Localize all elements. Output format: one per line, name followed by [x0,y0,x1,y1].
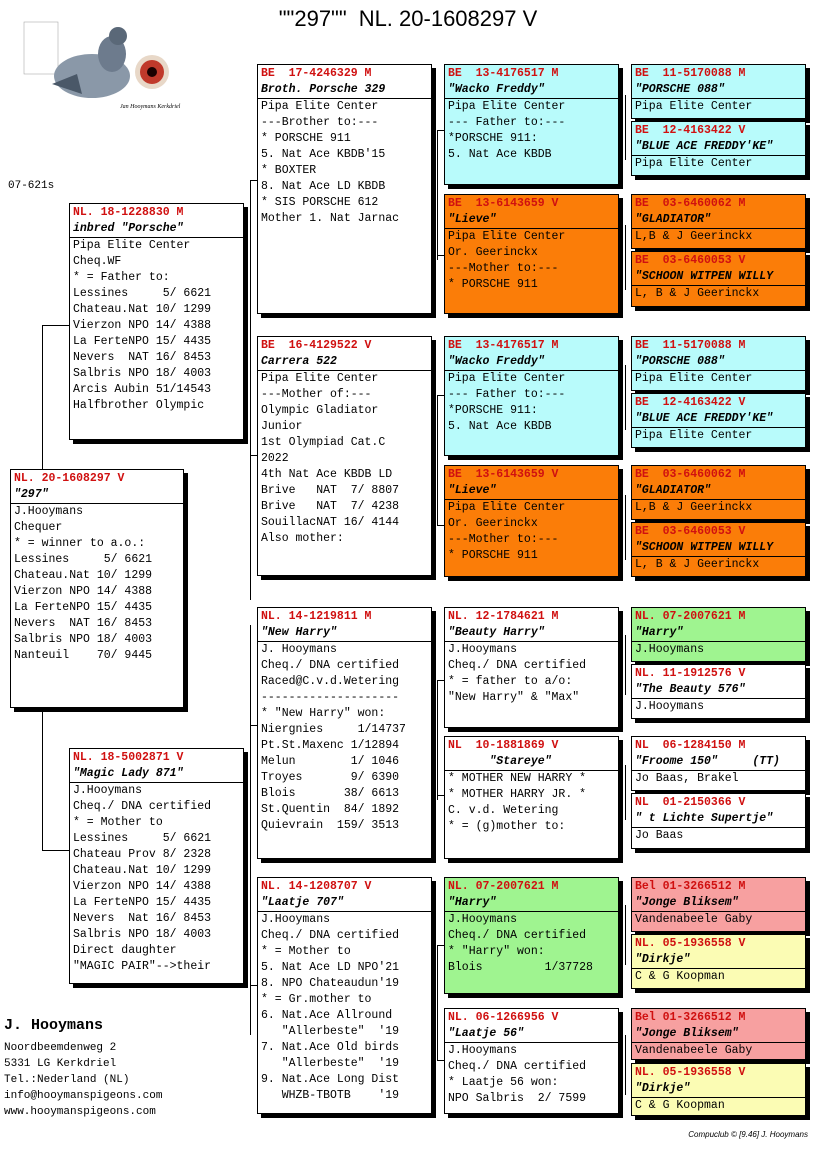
info-line: Niergnies 1/14737 [261,723,406,736]
info-line: Vierzon NPO 14/ 4388 [14,585,153,598]
info-line: Halfbrother Olympic [73,399,205,412]
info-line: * = winner to a.o.: [14,537,146,550]
ring-number: NL. 05-1936558 V [635,937,746,950]
info-line: Salbris NPO 18/ 4003 [73,928,212,941]
info-line: Pipa Elite Center [635,429,753,442]
info-line: * Laatje 56 won: [448,1076,559,1089]
ring-number: Bel 01-3266512 M [635,1011,746,1024]
info-line: St.Quentin 84/ 1892 [261,803,400,816]
owner-line: 5331 LG Kerkdriel [4,1058,117,1070]
info-line: Pipa Elite Center [635,157,753,170]
pigeon-name: "Froome 150" (TT) [632,754,805,771]
pedigree-card-ssd [444,194,619,314]
info-line: "New Harry" & "Max" [448,691,580,704]
info-line: Vierzon NPO 14/ 4388 [73,319,212,332]
info-line: Chequer [14,521,63,534]
pigeon-name: "Dirkje" [632,952,805,969]
info-line: J.Hooymans [448,643,518,656]
info-line: Cheq./ DNA certified [73,800,212,813]
info-line: "Allerbeste" '19 [261,1057,400,1070]
ring-number: NL. 07-2007621 M [635,610,746,623]
ring-number: BE 03-6460062 M [635,197,746,210]
info-line: Lessines 5/ 6621 [14,553,153,566]
pedigree-card-g8 [631,522,806,577]
info-line: Olympic Gladiator [261,404,379,417]
info-line: Melun 1/ 1046 [261,755,400,768]
info-line: C & G Koopman [635,970,725,983]
info-line: Salbris NPO 18/ 4003 [14,633,153,646]
info-line: Brive NAT 7/ 4238 [261,500,400,513]
info-line: 8. NPO Chateaudun'19 [261,977,400,990]
info-line: * "New Harry" won: [261,707,386,720]
pedigree-card-g2 [631,121,806,176]
info-line: 7. Nat.Ace Old birds [261,1041,400,1054]
pedigree-card-g5 [631,336,806,391]
ring-number: BE 17-4246329 M [261,67,372,80]
pedigree-card-dds [444,877,619,994]
info-line: J.Hooymans [635,643,705,656]
pedigree-card-sdd [444,465,619,577]
pigeon-name: "297" [11,487,183,504]
pedigree-card-g10 [631,664,806,719]
pigeon-name: "Beauty Harry" [445,625,618,642]
info-line: Pipa Elite Center [448,501,566,514]
info-line: 9. Nat.Ace Long Dist [261,1073,400,1086]
ring-number: BE 16-4129522 V [261,339,372,352]
info-line: 6. Nat.Ace Allround [261,1009,393,1022]
footer: Compuclub © [9.46] J. Hooymans [688,1130,808,1139]
ring-number: BE 13-4176517 M [448,339,559,352]
info-line: La FerteNPO 15/ 4435 [73,335,212,348]
ring-number: NL. 07-2007621 M [448,880,559,893]
info-line: ---Mother of:--- [261,388,372,401]
info-line: Arcis Aubin 51/14543 [73,383,212,396]
pedigree-card-ddd [444,1008,619,1114]
info-line: J. Hooymans [261,643,337,656]
info-line: * SIS PORSCHE 612 [261,196,379,209]
ring-number: NL. 18-5002871 V [73,751,184,764]
ring-number: BE 12-4163422 V [635,124,746,137]
info-line: Pipa Elite Center [261,100,379,113]
pedigree-card-g6 [631,393,806,448]
pigeon-name: Carrera 522 [258,354,431,371]
ring-number: NL. 05-1936558 V [635,1066,746,1079]
info-line: Vandenabeele Gaby [635,913,753,926]
info-line: Pt.St.Maxenc 1/12894 [261,739,400,752]
info-line: --- Father to:--- [448,116,566,129]
pigeon-name: "BLUE ACE FREDDY'KE" [632,139,805,156]
info-line: Jo Baas, Brakel [635,772,739,785]
info-line: Quievrain 159/ 3513 [261,819,400,832]
info-line: 5. Nat Ace KBDB [448,420,552,433]
ring-number: Bel 01-3266512 M [635,880,746,893]
pigeon-name: "Harry" [632,625,805,642]
logo-pigeon-image [22,14,181,126]
pigeon-name: " t Lichte Supertje" [632,811,805,828]
info-line: L,B & J Geerinckx [635,501,753,514]
info-line: Raced@C.v.d.Wetering [261,675,400,688]
info-line: * = Mother to [73,816,163,829]
pedigree-card-s [69,203,244,440]
info-line: L, B & J Geerinckx [635,558,760,571]
ring-number: BE 03-6460053 V [635,525,746,538]
pigeon-name: "Wacko Freddy" [445,82,618,99]
info-line: 2022 [261,452,289,465]
info-line: 5. Nat Ace KBDB [448,148,552,161]
info-line: -------------------- [261,691,400,704]
pedigree-card-g9 [631,607,806,662]
pigeon-name: "Lieve" [445,483,618,500]
ring-number: NL 10-1881869 V [448,739,559,752]
info-line: * PORSCHE 911 [448,549,538,562]
ring-number: NL. 12-1784621 M [448,610,559,623]
info-line: * = Father to: [73,271,170,284]
info-line: *PORSCHE 911: [448,404,538,417]
pedigree-card-sds [444,336,619,456]
info-line: Pipa Elite Center [448,372,566,385]
logo-caption: Jan Hooymans Kerkdriel [120,104,181,110]
info-line: --- Father to:--- [448,388,566,401]
info-line: Jo Baas [635,829,684,842]
ring-number: NL. 11-1912576 V [635,667,746,680]
info-line: Pipa Elite Center [73,239,191,252]
info-line: J.Hooymans [448,1044,518,1057]
info-line: Nevers NAT 16/ 8453 [73,351,212,364]
info-line: Pipa Elite Center [261,372,379,385]
info-line: Cheq.WF [73,255,122,268]
info-line: *PORSCHE 911: [448,132,538,145]
ring-number: NL 01-2150366 V [635,796,746,809]
info-line: La FerteNPO 15/ 4435 [14,601,153,614]
info-line: J.Hooymans [261,913,331,926]
pedigree-card-g1 [631,64,806,119]
info-line: Direct daughter [73,944,177,957]
pedigree-card-g4 [631,251,806,307]
info-line: C. v.d. Wetering [448,804,559,817]
info-line: Mother 1. Nat Jarnac [261,212,400,225]
info-line: L, B & J Geerinckx [635,287,760,300]
info-line: 5. Nat Ace KBDB'15 [261,148,386,161]
info-line: J.Hooymans [14,505,84,518]
info-line: Cheq./ DNA certified [448,659,587,672]
ring-number: NL. 20-1608297 V [14,472,125,485]
ring-number: BE 13-4176517 M [448,67,559,80]
info-line: NPO Salbris 2/ 7599 [448,1092,587,1105]
pedigree-card-g15 [631,1008,806,1060]
info-line: Chateau.Nat 10/ 1299 [14,569,153,582]
info-line: J.Hooymans [635,700,705,713]
pedigree-card-sd [257,336,432,576]
pedigree-card-g16 [631,1063,806,1116]
pigeon-name: "Stareye" [445,754,618,771]
pigeon-name: "GLADIATOR" [632,212,805,229]
pedigree-card-sss [444,64,619,185]
pigeon-name: ""297"" [278,6,347,31]
info-line: ---Mother to:--- [448,533,559,546]
info-line: ---Brother to:--- [261,116,379,129]
pedigree-card-dss [444,607,619,728]
ring-number: NL. 06-1266956 V [448,1011,559,1024]
pigeon-name: "Laatje 707" [258,895,431,912]
info-line: Lessines 5/ 6621 [73,832,212,845]
info-line: Vandenabeele Gaby [635,1044,753,1057]
pigeon-name: "SCHOON WITPEN WILLY [632,540,805,557]
info-line: * PORSCHE 911 [448,278,538,291]
pigeon-name: "SCHOON WITPEN WILLY [632,269,805,286]
pigeon-name: "Laatje 56" [445,1026,618,1043]
pedigree-card-g3 [631,194,806,249]
info-line: Cheq./ DNA certified [448,929,587,942]
ring-number: NL. 14-1219811 M [261,610,372,623]
info-line: Also mother: [261,532,344,545]
info-line: 4th Nat Ace KBDB LD [261,468,393,481]
info-line: Chateau Prov 8/ 2328 [73,848,212,861]
info-line: * MOTHER HARRY JR. * [448,788,587,801]
info-line: SouillacNAT 16/ 4144 [261,516,400,529]
info-line: * = Mother to [261,945,351,958]
owner-email[interactable]: info@hooymanspigeons.com [4,1090,163,1102]
pedigree-card-g11 [631,736,806,791]
ring-number: BE 12-4163422 V [635,396,746,409]
pigeon-name: "Wacko Freddy" [445,354,618,371]
pedigree-card-g14 [631,934,806,989]
info-line: ---Mother to:--- [448,262,559,275]
info-line: L,B & J Geerinckx [635,230,753,243]
pigeon-name: "BLUE ACE FREDDY'KE" [632,411,805,428]
pigeon-name: "Jonge Bliksem" [632,1026,805,1043]
info-line: Pipa Elite Center [448,230,566,243]
info-line: J.Hooymans [73,784,143,797]
info-line: WHZB-TBOTB '19 [261,1089,400,1102]
pedigree-card-d [69,748,244,984]
info-line: Lessines 5/ 6621 [73,287,212,300]
pedigree-card-p0 [10,469,184,708]
pigeon-name: "Lieve" [445,212,618,229]
info-line: Troyes 9/ 6390 [261,771,400,784]
info-line: Chateau.Nat 10/ 1299 [73,864,212,877]
pedigree-card-g13 [631,877,806,932]
pigeon-name: "Harry" [445,895,618,912]
info-line: * "Harry" won: [448,945,545,958]
ring-number: NL. 18-1228830 M [73,206,184,219]
ring-number: BE 11-5170088 M [635,339,746,352]
pigeon-name: inbred "Porsche" [70,221,243,238]
pigeon-name: "GLADIATOR" [632,483,805,500]
pedigree-card-ds [257,607,432,859]
info-line: "Allerbeste" '19 [261,1025,400,1038]
info-line: J.Hooymans [448,913,518,926]
owner-line: Noordbeemdenweg 2 [4,1042,117,1054]
info-line: Nanteuil 70/ 9445 [14,649,153,662]
owner-line: Tel.:Nederland (NL) [4,1074,130,1086]
info-line: * = (g)mother to: [448,820,566,833]
ring-number: NL. 14-1208707 V [261,880,372,893]
info-line: La FerteNPO 15/ 4435 [73,896,212,909]
pedigree-card-ss [257,64,432,314]
info-line: C & G Koopman [635,1099,725,1112]
info-line: Nevers Nat 16/ 8453 [73,912,212,925]
info-line: Cheq./ DNA certified [448,1060,587,1073]
info-line: "MAGIC PAIR"-->their [73,960,212,973]
pigeon-name: "The Beauty 576" [632,682,805,699]
info-line: Pipa Elite Center [448,100,566,113]
ring-number: BE 03-6460053 V [635,254,746,267]
info-line: Or. Geerinckx [448,517,538,530]
info-line: 8. Nat Ace LD KBDB [261,180,386,193]
pigeon-name: "Magic Lady 871" [70,766,243,783]
ring-number: NL 06-1284150 M [635,739,746,752]
info-line: Vierzon NPO 14/ 4388 [73,880,212,893]
info-line: Pipa Elite Center [635,372,753,385]
info-line: * MOTHER NEW HARRY * [448,772,587,785]
info-line: Junior [261,420,303,433]
ring-number: BE 13-6143659 V [448,197,559,210]
info-line: * = father to a/o: [448,675,573,688]
pigeon-name: "Dirkje" [632,1081,805,1098]
info-line: * PORSCHE 911 [261,132,351,145]
info-line: Blois 1/37728 [448,961,593,974]
info-line: Chateau.Nat 10/ 1299 [73,303,212,316]
code-label: 07-621s [8,180,55,192]
info-line: Nevers NAT 16/ 8453 [14,617,153,630]
info-line: * = Gr.mother to [261,993,372,1006]
ring-number: BE 13-6143659 V [448,468,559,481]
pedigree-card-dd [257,877,432,1114]
pedigree-card-g7 [631,465,806,520]
info-line: Cheq./ DNA certified [261,659,400,672]
info-line: Cheq./ DNA certified [261,929,400,942]
owner-name: J. Hooymans [4,1017,104,1034]
pigeon-name: "PORSCHE 088" [632,82,805,99]
pigeon-name: "PORSCHE 088" [632,354,805,371]
info-line: Brive NAT 7/ 8807 [261,484,400,497]
pigeon-name: "Jonge Bliksem" [632,895,805,912]
pigeon-name: "New Harry" [258,625,431,642]
owner-block [4,1018,162,1120]
ring-number: NL. 20-1608297 V [358,6,538,31]
owner-website[interactable]: www.hooymanspigeons.com [4,1106,156,1118]
info-line: Salbris NPO 18/ 4003 [73,367,212,380]
info-line: 1st Olympiad Cat.C [261,436,386,449]
ring-number: BE 11-5170088 M [635,67,746,80]
ring-number: BE 03-6460062 M [635,468,746,481]
info-line: Or. Geerinckx [448,246,538,259]
pedigree-card-g12 [631,793,806,849]
info-line: 5. Nat Ace LD NPO'21 [261,961,400,974]
info-line: * BOXTER [261,164,317,177]
pedigree-card-dsd [444,736,619,859]
info-line: Pipa Elite Center [635,100,753,113]
info-line: Blois 38/ 6613 [261,787,400,800]
pigeon-name: Broth. Porsche 329 [258,82,431,99]
